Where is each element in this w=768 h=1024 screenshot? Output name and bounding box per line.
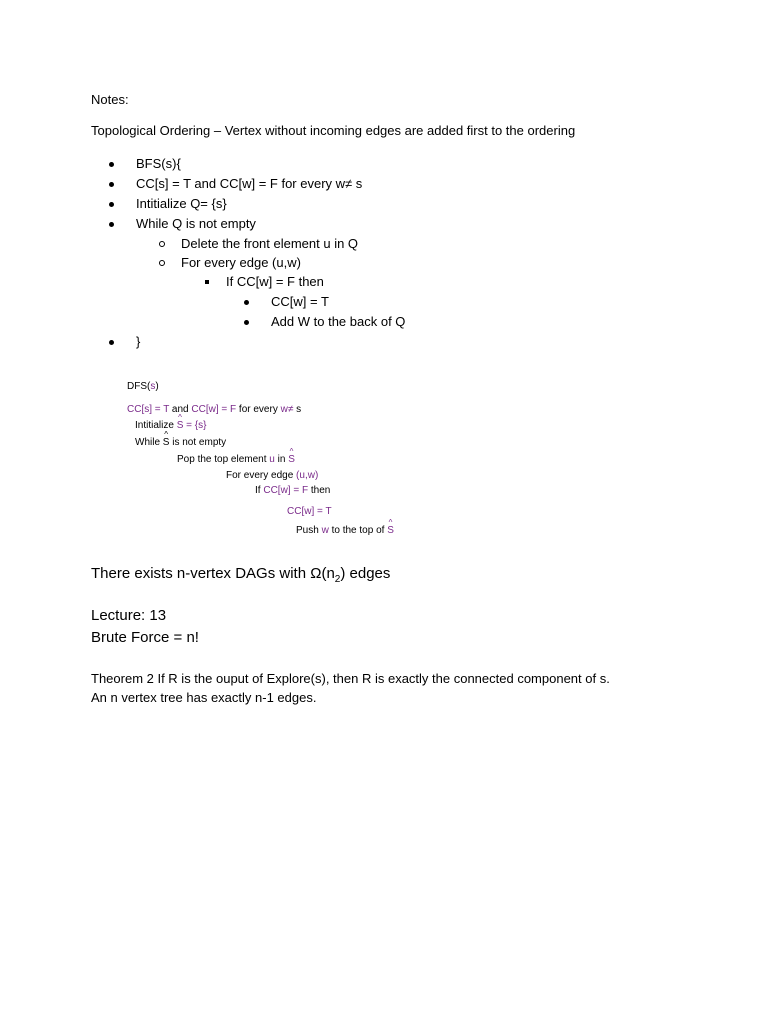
list-item <box>181 255 301 270</box>
dfs-text: for every <box>236 404 281 415</box>
stack-symbol: ^ S <box>177 420 184 431</box>
bullet-icon <box>109 182 114 187</box>
list-item <box>181 236 358 251</box>
list-item-text: } <box>136 334 141 349</box>
dfs-text: Pop the top element <box>177 454 270 465</box>
dfs-text: Intitialize <box>135 420 177 431</box>
lecture-number: Lecture: 13 <box>91 607 167 624</box>
list-item-text: If CC[w] = F then <box>226 274 324 289</box>
dfs-cc-line <box>127 404 301 415</box>
dag-statement <box>91 565 390 585</box>
dfs-if-line <box>255 485 330 496</box>
dfs-text: w <box>321 525 329 536</box>
dfs-text: is not empty <box>169 437 227 448</box>
dfs-text: CC[w] = T <box>287 506 332 517</box>
not-equal-symbol: ≠ <box>345 176 353 191</box>
dfs-push-line <box>296 525 394 536</box>
list-item-text: BFS(s){ <box>136 156 181 171</box>
list-item-text: While Q is not empty <box>136 216 256 231</box>
list-item-text: s <box>352 176 363 191</box>
bullet-icon <box>109 222 114 227</box>
dfs-edge-line <box>226 470 318 481</box>
dfs-title-arg: s <box>150 381 156 392</box>
stack-symbol: ^ S <box>387 525 394 536</box>
dag-text: There exists n-vertex DAGs with <box>91 565 311 582</box>
dfs-while-line <box>135 437 226 448</box>
list-item <box>136 334 140 349</box>
dfs-text: then <box>308 485 331 496</box>
stack-symbol: ^ S <box>288 454 295 465</box>
stack-symbol: ^ S <box>163 437 170 448</box>
dfs-title-text: DFS( <box>127 381 151 392</box>
list-item-text: Delete the front element u in Q <box>181 236 359 251</box>
dfs-text: Push <box>296 525 322 536</box>
dfs-set-line <box>287 506 332 517</box>
dfs-text: If <box>255 485 264 496</box>
circle-bullet-icon <box>159 260 165 266</box>
dfs-text: and <box>169 404 192 415</box>
dfs-title <box>127 381 159 392</box>
dag-subscript: 2 <box>334 574 341 585</box>
dfs-text: For every edge <box>226 470 297 481</box>
list-item <box>271 294 329 309</box>
list-item-text: For every edge (u,w) <box>181 255 301 270</box>
list-item <box>226 274 324 289</box>
dfs-text: = {s} <box>183 420 207 431</box>
list-item-text: Intitialize Q= {s} <box>136 196 227 211</box>
dag-text: ) edges <box>340 565 391 582</box>
tree-edges-line: An n vertex tree has exactly n-1 edges. <box>91 690 317 705</box>
dfs-text: CC[s] = T <box>127 404 170 415</box>
dfs-text: (u,w) <box>296 470 319 481</box>
dfs-text: to the top of <box>328 525 388 536</box>
list-item-text: CC[s] = T and CC[w] = F for every w <box>136 176 346 191</box>
list-item-text: CC[w] = T <box>271 294 329 309</box>
dfs-text: in <box>274 454 289 465</box>
topological-ordering-note: Topological Ordering – Vertex without incoming edges are added first to the ordering <box>91 123 576 138</box>
dfs-init-line <box>135 420 206 431</box>
square-bullet-icon <box>205 280 209 284</box>
list-item <box>271 314 405 329</box>
circle-bullet-icon <box>159 241 165 247</box>
list-item <box>136 196 227 211</box>
theorem-line: Theorem 2 If R is the ouput of Explore(s), then R is exactly the connected component of s. <box>91 671 610 686</box>
dfs-text: CC[w] = F <box>263 485 309 496</box>
bullet-icon <box>244 320 249 325</box>
bullet-icon <box>244 300 249 305</box>
dfs-text: u <box>269 454 275 465</box>
bullet-icon <box>109 162 114 167</box>
dfs-text: w≠ <box>280 404 294 415</box>
dfs-text: CC[w] = F <box>191 404 237 415</box>
list-item <box>136 156 181 171</box>
dfs-text: s <box>293 404 302 415</box>
dag-text: Ω(n <box>310 565 335 582</box>
dfs-title-text: ) <box>155 381 159 392</box>
list-item <box>136 176 362 191</box>
list-item <box>136 216 256 231</box>
bullet-icon <box>109 202 114 207</box>
notes-heading: Notes: <box>91 92 129 107</box>
bullet-icon <box>109 340 114 345</box>
brute-force-line: Brute Force = n! <box>91 629 199 646</box>
dfs-pop-line <box>177 454 295 465</box>
list-item-text: Add W to the back of Q <box>271 314 406 329</box>
dfs-text: While <box>135 437 163 448</box>
